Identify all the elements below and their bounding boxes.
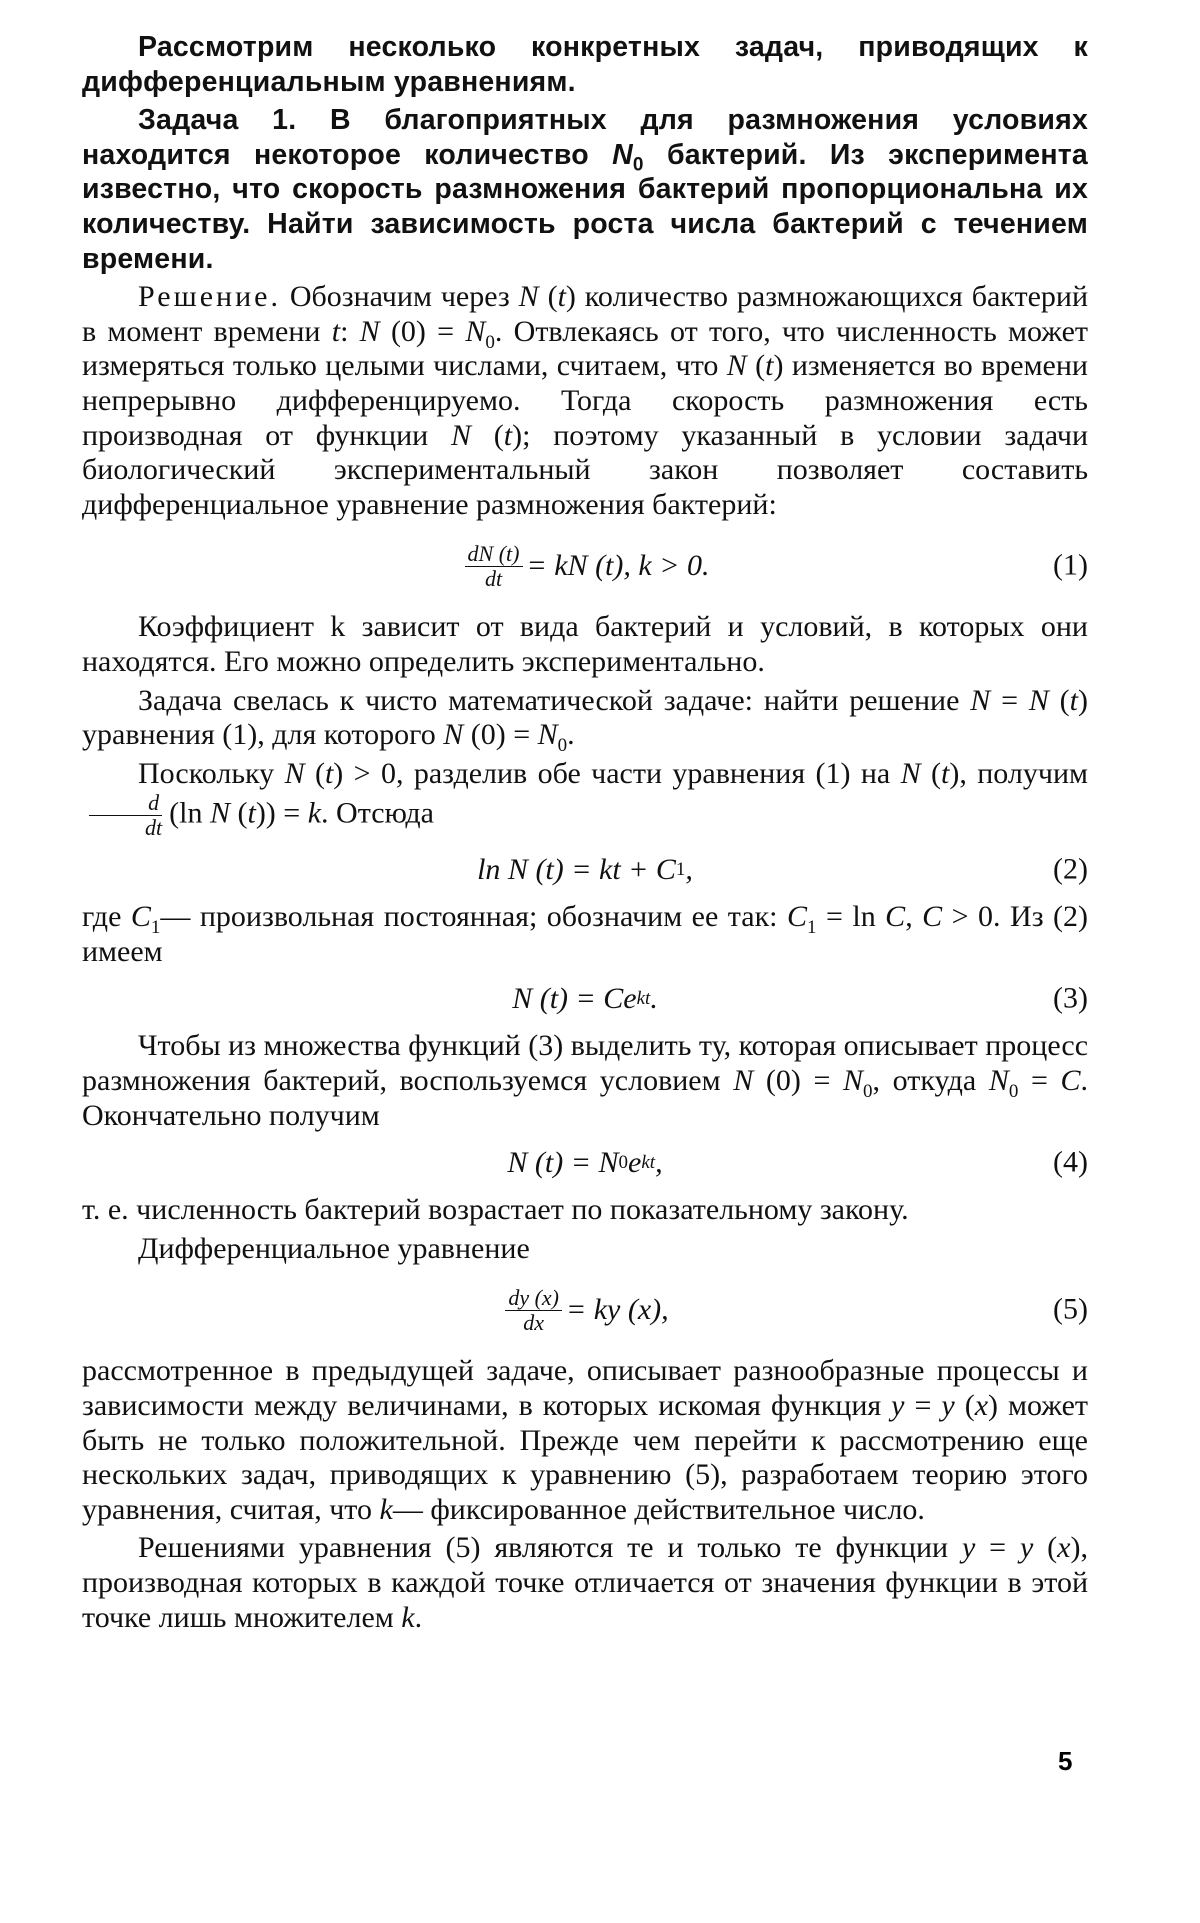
equation-number: (5) [1053, 1293, 1088, 1327]
task1-paragraph: Задача 1. В благоприятных для размножения условиях находится некоторое количество $N_0$ бактерий. Из эксперимента известно, что скорость размножения бактерий пропорциональна их количеству. Найти зависимость роста числа бактерий с течением времени. [82, 104, 1088, 275]
equation-3: N (t) = Ce kt . (3) [512, 982, 1088, 1016]
intro-paragraph: Рассмотрим несколько конкретных задач, приводящих к дифференциальным уравнениям. [82, 31, 1088, 98]
where-paragraph: где $C_1—$ произвольная постоянная; обозначим ее так: $C_1 = \ln C$, C > 0. Из (2) имеем [82, 900, 1089, 968]
equation-number: (4) [1053, 1145, 1088, 1179]
solution-label: Решение. [138, 280, 281, 314]
choose-paragraph: Чтобы из множества функций (3) выделить ту, которая описывает процесс размножения бактерий, воспользуемся условием N $(0) = N_0$, откуда $N_0 = C$. Окончательно получим [82, 1029, 1089, 1132]
equation-4: N (t) = N 0 e kt , (4) [507, 1145, 1088, 1179]
page-number: 5 [1058, 1746, 1073, 1776]
equation-number: (1) [1053, 549, 1088, 583]
equation-5: $\frac{dy (x)}{dx}$ = ky (x), (5) [82, 1272, 1088, 1348]
considered-paragraph: рассмотренное в предыдущей задаче, описывает разнообразные процессы и зависимости между величинами, в которых искомая функция y = y (x) может быть не только положительной. Прежде чем перейти к рассмотрению еще нескольких задач, приводящих к уравнению (5), разработаем теорию этого уравнения, считая, что k— фиксированное действительное число. [82, 1354, 1089, 1526]
reduced-paragraph: Задача свелась к чисто математической задаче: найти решение N = N (t) уравнения (1), для которого N $(0) = N_0$. [82, 683, 1089, 757]
diff-equation-paragraph: Дифференциальное уравнение [138, 1231, 530, 1265]
solutions-paragraph: Решениями уравнения (5) являются те и только те функции y = y (x), производная которых в каждой точке отличается от значения функции в этой точке лишь множителем k. [82, 1531, 1088, 1634]
solution-paragraph: Решение. Обозначим через N (t) количество размножающихся бактерий в момент времени t: N $(0) = N_0$. Отвлекаясь от того, что численность может измеряться только целыми числами, считаем, что N (t) изменяется во времени непрерывно дифференцируемо. Тогда скорость размножения есть производная от функции N (t); поэтому указанный в условии задачи биологический экспериментальный закон позволяет составить дифференциальное уравнение размножения бактерий: [82, 280, 1089, 521]
coefficient-paragraph: Коэффициент k зависит от вида бактерий и условий, в которых они находятся. Его можно определить экспериментально. [82, 610, 1088, 678]
equation-number: (2) [1053, 852, 1088, 886]
ie-paragraph: т. е. численность бактерий возрастает по показательному закону. [82, 1193, 909, 1227]
page-body [82, 30, 1088, 1635]
equation-2: ln N (t) = kt + C 1 , (2) [477, 852, 1088, 886]
task1-label: Задача 1. [138, 104, 297, 137]
since-paragraph: Поскольку N (t) > 0, разделив обе части уравнения (1) на N (t), получим $\frac{d}{dt}$ (ln N (t)) = k. Отсюда [82, 757, 1088, 841]
equation-1: $\frac{dN (t)}{dt}$ = kN (t), k > 0. (1) [82, 528, 1088, 604]
equation-number: (3) [1053, 982, 1088, 1016]
